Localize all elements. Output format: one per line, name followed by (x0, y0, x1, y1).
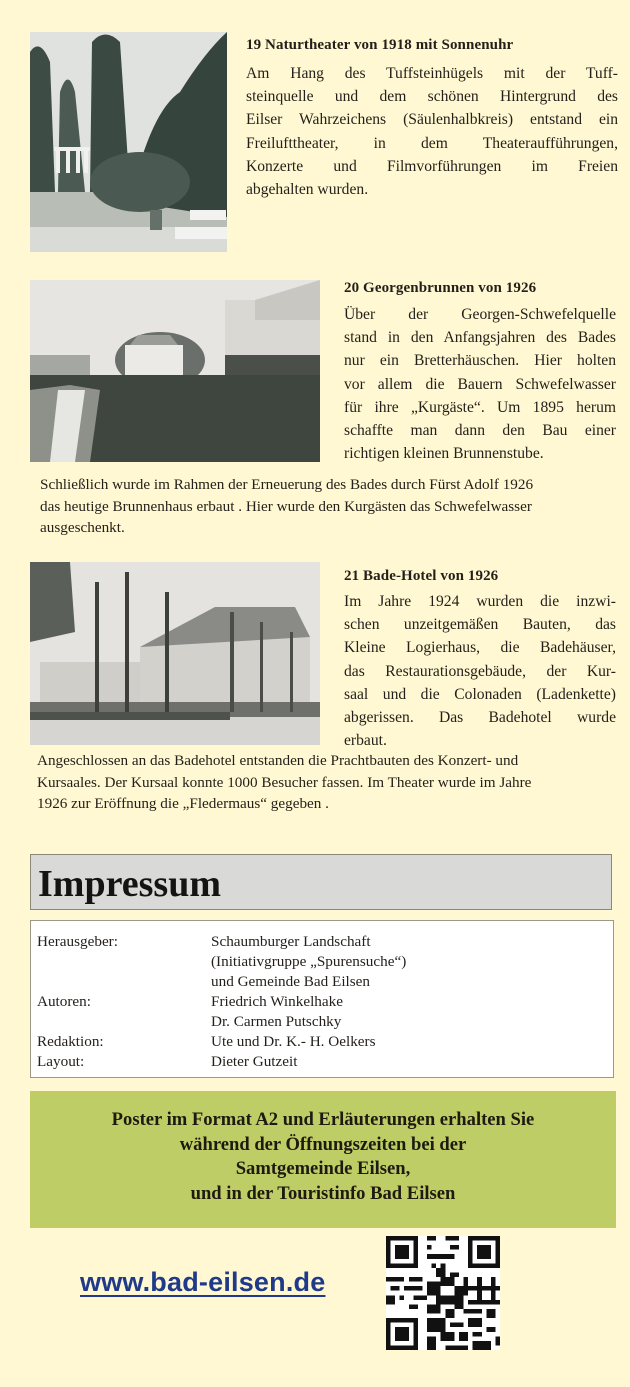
impressum-label: Herausgeber: (37, 933, 118, 950)
website-link[interactable]: www.bad-eilsen.de (80, 1267, 326, 1297)
text-line: das Restaurationsgebäude, der Kur- (344, 662, 616, 680)
section-20-continuation (40, 474, 620, 539)
photo-naturtheater (30, 32, 227, 252)
text-line: stand in den Anfangsjahren des Bades (344, 329, 616, 347)
impressum-value: Friedrich Winkelhake (211, 993, 343, 1010)
photo-badehotel (30, 562, 320, 745)
impressum-value: Ute und Dr. K.- H. Oelkers (211, 1033, 376, 1050)
notice-line: während der Öffnungszeiten bei der (179, 1133, 467, 1155)
section-19-title: 19 Naturtheater von 1918 mit Sonnenuhr (246, 37, 514, 53)
text-line: für ihre „Kurgäste“. Um 1895 herum (344, 398, 616, 416)
photo-georgenbrunnen (30, 280, 320, 462)
text-line: saal und die Colonaden (Ladenkette) (344, 685, 616, 703)
notice-line: Poster im Format A2 und Erläuterungen erhalten Sie (111, 1109, 535, 1130)
impressum-table (30, 920, 614, 1078)
impressum-value: Dr. Carmen Putschky (211, 1013, 342, 1030)
text-line: vor allem die Bauern Schwefelwasser (344, 375, 616, 393)
impressum-value: (Initiativgruppe „Spurensuche“) (211, 953, 407, 970)
section-20-title: 20 Georgenbrunnen von 1926 (344, 280, 537, 296)
text-line: das heutige Brunnenhaus erbaut . Hier wurde den Kurgästen das Schwefelwasser (40, 497, 532, 515)
impressum-label: Layout: (37, 1053, 85, 1070)
text-line: Im Jahre 1924 wurden die inzwi- (344, 593, 616, 610)
poster-notice-box (30, 1091, 616, 1228)
notice-line: Samtgemeinde Eilsen, (235, 1158, 411, 1179)
park-photo-icon (30, 32, 227, 252)
text-line: ausgeschenkt. (40, 519, 125, 536)
text-line: richtigen kleinen Brunnenstube. (344, 445, 544, 463)
text-line: steinquelle und dem schönen Hintergrund des (246, 88, 618, 106)
text-line: Kursaales. Der Kursaal konnte 1000 Besucher fassen. Im Theater wurde im Jahre (37, 773, 532, 791)
impressum-label: Autoren: (37, 993, 91, 1010)
impressum-value: Schaumburger Landschaft (211, 933, 371, 950)
fountain-house-photo-icon (30, 280, 320, 462)
impressum-label: Redaktion: (37, 1033, 104, 1050)
text-line: Angeschlossen an das Badehotel entstanden die Prachtbauten des Konzert- und (37, 752, 519, 769)
impressum-title: Impressum (38, 863, 221, 905)
section-20-paragraph (344, 303, 616, 465)
text-line: Freilufttheater, in dem Theateraufführungen, (246, 134, 618, 152)
text-line: Eilser Wahrzeichens (Säulenhalbkreis) entstand ein (246, 111, 618, 129)
text-line: schaffte man dann den Bau einer (344, 422, 616, 440)
impressum-value: und Gemeinde Bad Eilsen (211, 973, 371, 990)
section-21-title: 21 Bade-Hotel von 1926 (344, 568, 499, 584)
hotel-photo-icon (30, 562, 320, 745)
text-line: Über der Georgen-Schwefelquelle (344, 306, 616, 323)
text-line: abgehalten wurden. (246, 181, 369, 199)
text-line: Am Hang des Tuffsteinhügels mit der Tuff- (246, 65, 618, 82)
text-line: schen unzeitgemäßen Bauten, das (344, 616, 616, 634)
impressum-value: Dieter Gutzeit (211, 1053, 298, 1070)
text-line: nur ein Bretterhäuschen. Hier holten (344, 352, 616, 370)
section-21-continuation (37, 750, 622, 815)
text-line: Konzerte und Filmvorführungen im Freien (246, 157, 618, 175)
section-19-paragraph (246, 62, 618, 201)
text-line: Schließlich wurde im Rahmen der Erneuerung des Bades durch Fürst Adolf 1926 (40, 476, 534, 493)
impressum-header (30, 854, 612, 910)
text-line: Kleine Logierhaus, die Badehäuser, (344, 639, 616, 657)
notice-line: und in der Touristinfo Bad Eilsen (190, 1182, 456, 1204)
text-line: 1926 zur Eröffnung die „Fledermaus“ gegeben . (37, 795, 329, 812)
section-21-paragraph (344, 590, 616, 752)
text-line: abgerissen. Das Badehotel wurde (344, 709, 616, 727)
text-line: erbaut. (344, 732, 387, 750)
qr-code-graphic (386, 1236, 500, 1350)
qr-code-icon[interactable] (386, 1236, 500, 1350)
